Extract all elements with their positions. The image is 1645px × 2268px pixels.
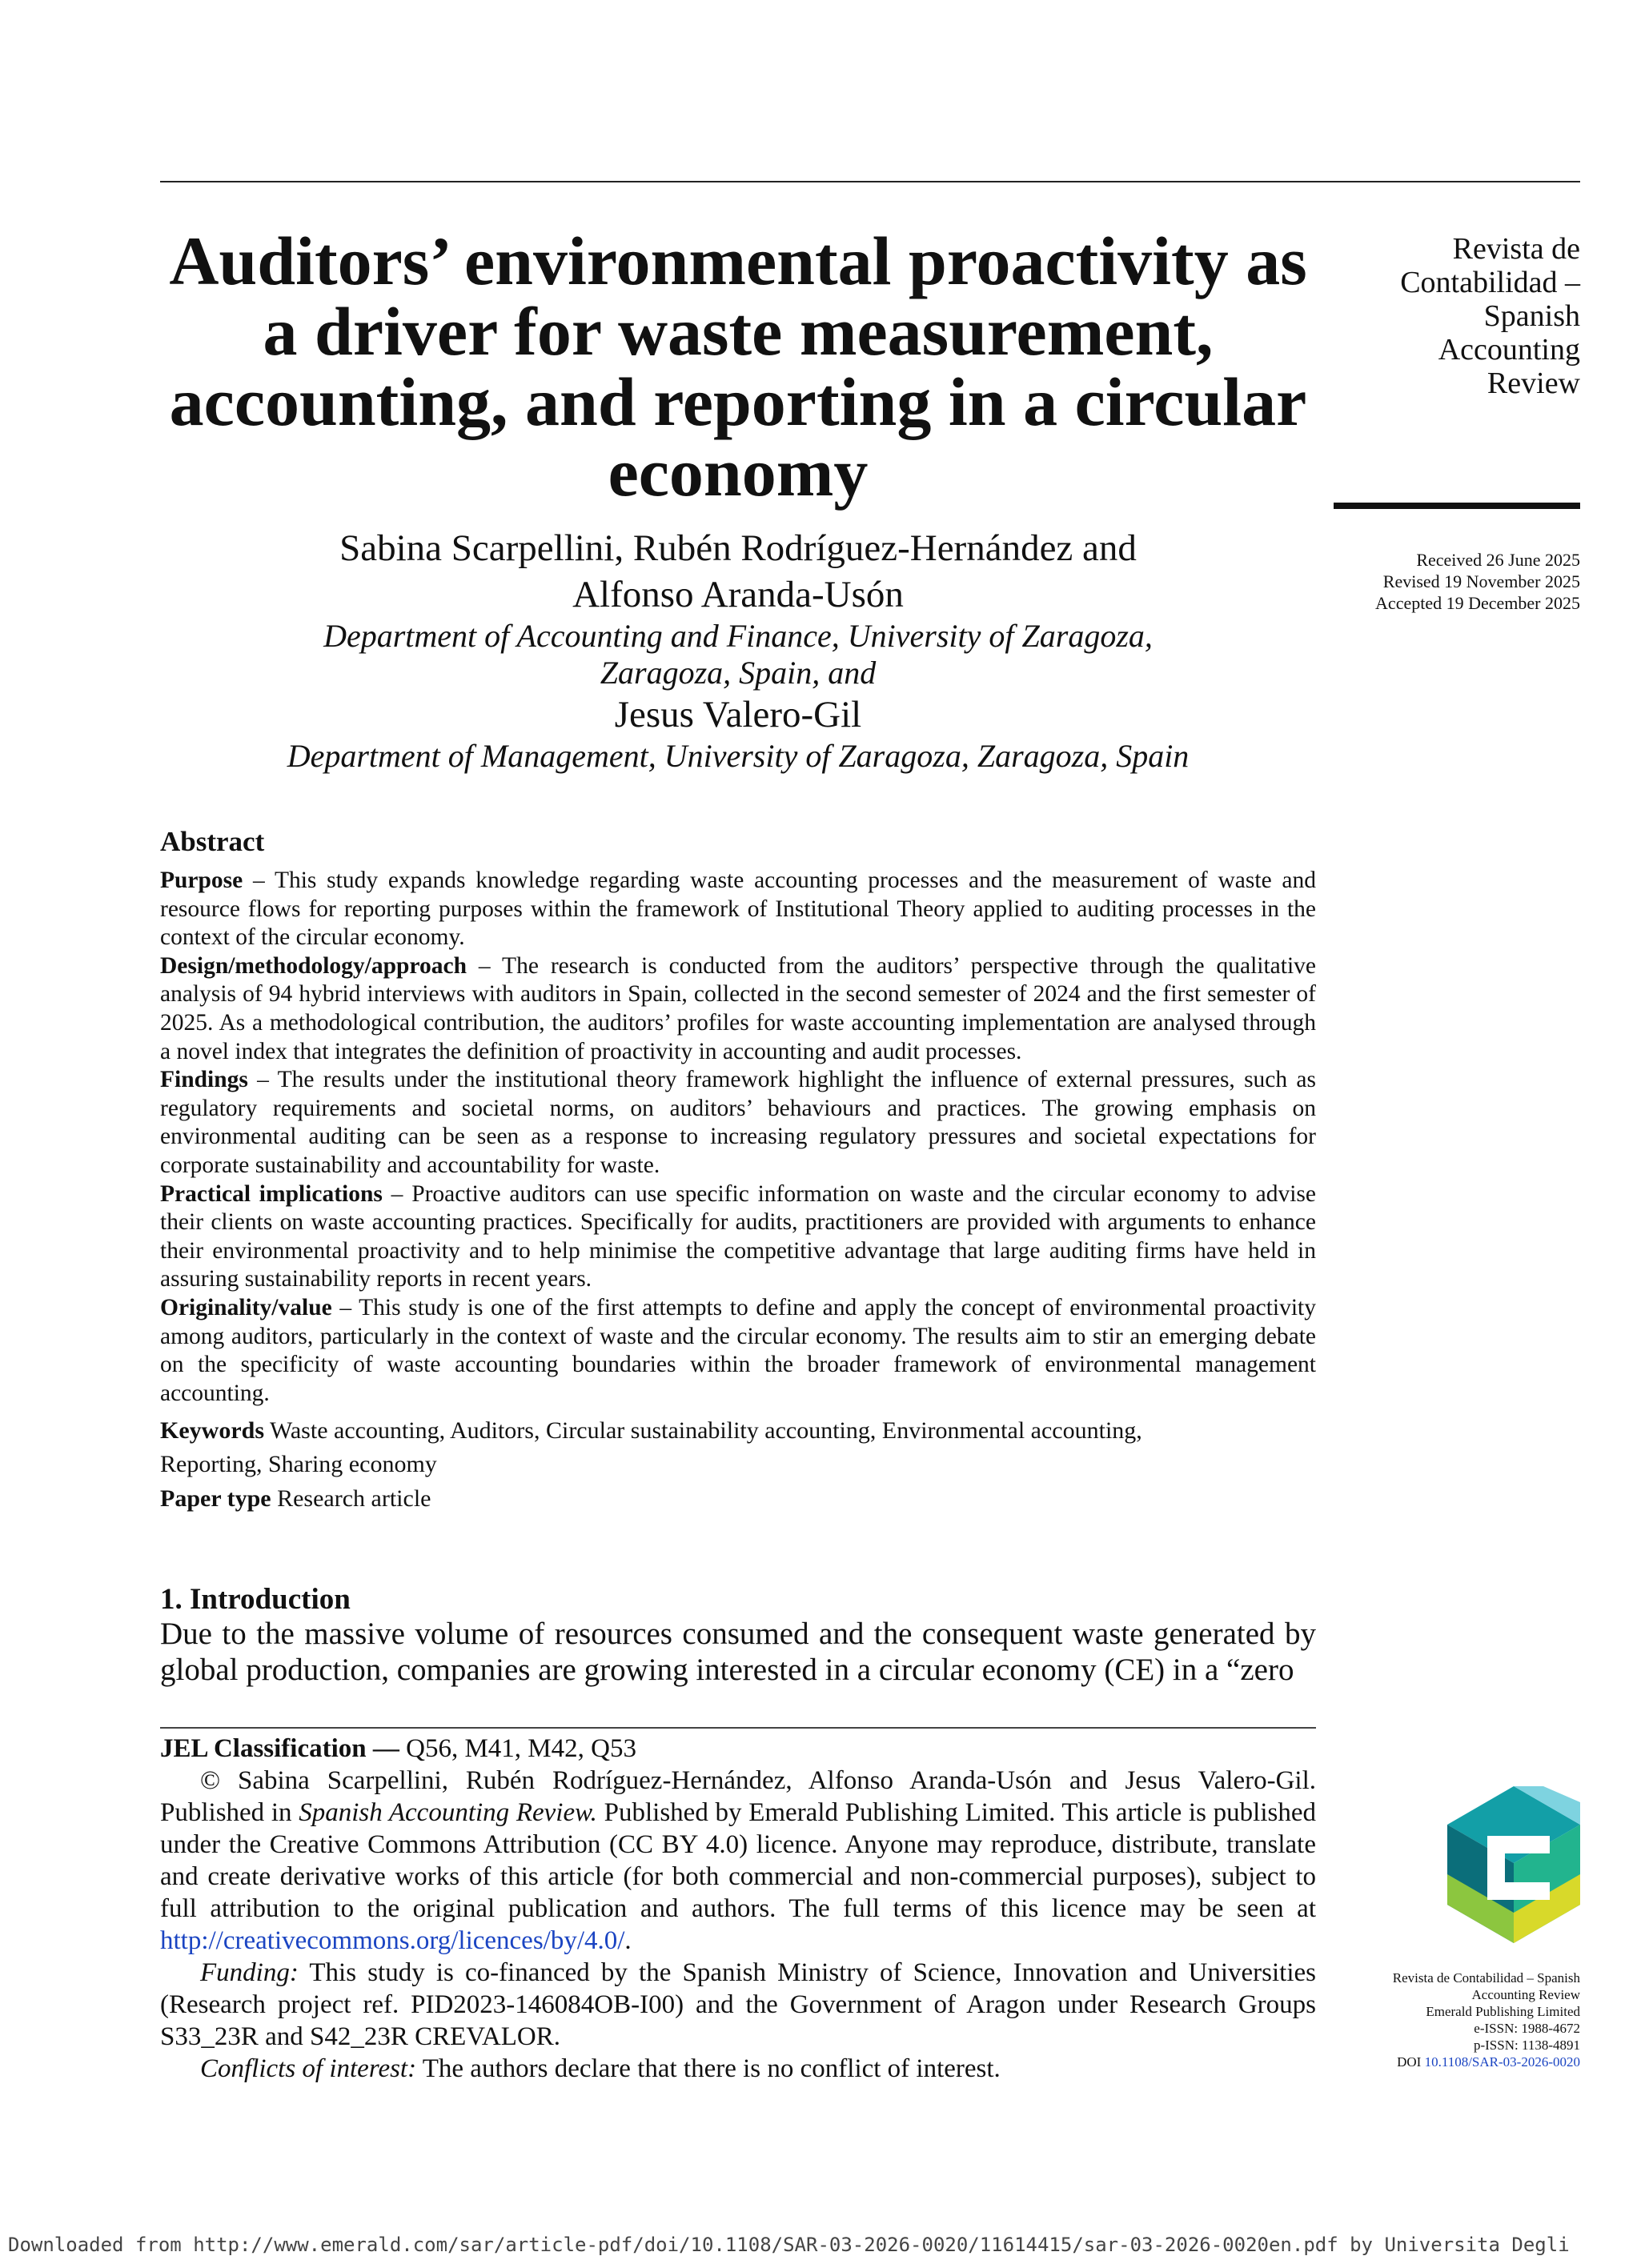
author-names: Jesus Valero-Gil: [614, 694, 862, 735]
keywords-continued: Reporting, Sharing economy: [160, 1451, 437, 1477]
introduction-body: [160, 1616, 1316, 1688]
jel-value: Q56, M41, M42, Q53: [399, 1734, 636, 1763]
publisher-line: Accounting Review: [1471, 1987, 1580, 2002]
jel-classification: [160, 1733, 1316, 1765]
jel-label: JEL Classification —: [160, 1734, 399, 1763]
abstract-text: – This study is one of the first attempts to define and apply the concept of environmental proactivity among auditors, particularly in the context of waste and the circular economy. The results aim to stir an emerging debate on the specificity of waste accounting boundaries within the broader framework of environmental management accounting.: [160, 1294, 1316, 1406]
keywords: [160, 1414, 1316, 1448]
paper-type: [160, 1482, 1316, 1516]
abstract-body: [160, 867, 1316, 1408]
paper-type-value: Research article: [271, 1485, 431, 1512]
publisher-line: p-ISSN: 1138-4891: [1473, 2038, 1580, 2053]
conflicts-text: The authors declare that there is no conflict of interest.: [416, 2054, 1001, 2083]
abstract-label: Design/methodology/approach: [160, 952, 467, 979]
copyright-text: Published by Emerald Publishing Limited. This article is published under the Creative Commons Attribution (CC BY 4.0) licence. Anyone may reproduce, distribute, translate and create derivative works of this article (for both commercial and non-commercial purposes), subject to full attribution to the original publication and authors. The full terms of this licence may be seen at: [160, 1798, 1316, 1923]
article-dates: [1281, 549, 1580, 614]
publisher-line: Emerald Publishing Limited: [1426, 2004, 1580, 2019]
journal-title-italic: Spanish Accounting Review.: [299, 1798, 597, 1827]
conflicts-note: [160, 2053, 1316, 2085]
copyright-end: .: [624, 1926, 632, 1955]
abstract-text: – The results under the institutional theory framework highlight the influence of external pressures, such as regulatory requirements and societal norms, on auditors’ behaviours and practices. The growing emphasis on environmental auditing can be seen as a response to increasing regulatory pressures and societal expectations for corporate sustainability and accountability for waste.: [160, 1067, 1316, 1178]
conflicts-label: Conflicts of interest:: [200, 2054, 417, 2083]
abstract-originality: [160, 1294, 1316, 1408]
author-affiliation: Zaragoza, Spain, and: [600, 655, 877, 691]
section-heading: 1. Introduction: [160, 1583, 351, 1616]
copyright-text: © Sabina Scarpellini, Rubén Rodríguez-Hernández, Alfonso Aranda-Usón and Jesus Valero-Gil. Published in: [160, 1766, 1316, 1827]
article-title: Auditors’ environmental proactivity as a driver for waste measurement, accounting, and reporting in a circular economy: [169, 222, 1307, 511]
doi-line: [1297, 2054, 1580, 2070]
journal-rule: [1334, 503, 1580, 509]
abstract-text: – The research is conducted from the auditors’ perspective through the qualitative analysis of 94 hybrid interviews with auditors in Spain, collected in the second semester of 2024 and the first semester of 2025. As a methodological contribution, the auditors’ profiles for waste accounting implementation are analysed through a novel index that integrates the definition of proactivity in accounting and audit processes.: [160, 952, 1316, 1064]
funding-note: [160, 1957, 1316, 2053]
paper-type-label: Paper type: [160, 1485, 271, 1512]
author-names: Sabina Scarpellini, Rubén Rodríguez-Hernández and: [339, 527, 1137, 569]
funding-label: Funding:: [200, 1958, 299, 1987]
abstract-text: – Proactive auditors can use specific information on waste and the circular economy to advise their clients on waste accounting practices. Specifically for audits, practitioners are provided with arguments to enhance their environmental proactivity and to help minimise the competitive advantage that large auditing firms have held in assuring sustainability reports in recent years.: [160, 1180, 1316, 1292]
journal-name-line: Spanish: [1483, 299, 1580, 333]
doi-link[interactable]: 10.1108/SAR-03-2026-0020: [1424, 2054, 1580, 2070]
copyright-notice: [160, 1765, 1316, 1957]
abstract-label: Originality/value: [160, 1294, 332, 1320]
abstract-text: – This study expands knowledge regarding waste accounting processes and the measurement of waste and resource flows for reporting purposes within the framework of Institutional Theory applied to auditing processes in the context of the circular economy.: [160, 868, 1316, 951]
publisher-info: [1297, 1969, 1580, 2070]
funding-text: This study is co-financed by the Spanish Ministry of Science, Innovation and Universities (Research project ref. PID2023-146084OB-I00) and the Government of Aragon under Research Groups S33_23R and S42_23R CREVALOR.: [160, 1958, 1316, 2051]
publisher-line: Revista de Contabilidad – Spanish: [1392, 1970, 1580, 1986]
keywords-label: Keywords: [160, 1417, 264, 1444]
journal-name-line: Accounting: [1438, 333, 1580, 367]
abstract-findings: [160, 1066, 1316, 1180]
author-names: Alfonso Aranda-Usón: [572, 574, 904, 615]
received-date: Received 26 June 2025: [1416, 550, 1580, 570]
accepted-date: Accepted 19 December 2025: [1375, 593, 1580, 613]
revised-date: Revised 19 November 2025: [1382, 571, 1580, 591]
footnote-rule: [160, 1727, 1316, 1729]
author-affiliation: Department of Accounting and Finance, University of Zaragoza,: [323, 618, 1153, 654]
abstract-label: Findings: [160, 1067, 248, 1093]
download-watermark: Downloaded from http://www.emerald.com/sar/article-pdf/doi/10.1108/SAR-03-2026-0020/11614415/sar-03-2026-0020en.pdf by Universita Degli: [8, 2234, 1570, 2256]
keywords-line: Waste accounting, Auditors, Circular sustainability accounting, Environmental accounting,: [264, 1417, 1142, 1444]
author-block: [160, 525, 1316, 775]
abstract-heading: Abstract: [160, 826, 265, 857]
journal-name-line: Review: [1487, 367, 1580, 400]
emerald-publishing-logo-icon: [1447, 1786, 1580, 1943]
doi-label: DOI: [1397, 2054, 1425, 2070]
abstract-label: Purpose: [160, 868, 243, 893]
abstract-practical: [160, 1180, 1316, 1294]
publisher-line: e-ISSN: 1988-4672: [1474, 2021, 1580, 2036]
journal-name-line: Revista de: [1452, 232, 1580, 266]
licence-link[interactable]: http://creativecommons.org/licences/by/4.0/: [160, 1926, 625, 1955]
introduction-text: Due to the massive volume of resources consumed and the consequent waste generated by global production, companies are growing interested in a circular economy (CE) in a “zero: [160, 1617, 1316, 1687]
journal-name: [1313, 232, 1580, 400]
author-affiliation: Department of Management, University of Zaragoza, Zaragoza, Spain: [287, 738, 1190, 774]
journal-name-line: Contabilidad –: [1400, 266, 1580, 299]
abstract-purpose: [160, 867, 1316, 952]
footnotes: [160, 1733, 1316, 2085]
top-rule: [160, 181, 1580, 182]
abstract-design: [160, 952, 1316, 1066]
abstract-label: Practical implications: [160, 1180, 383, 1207]
